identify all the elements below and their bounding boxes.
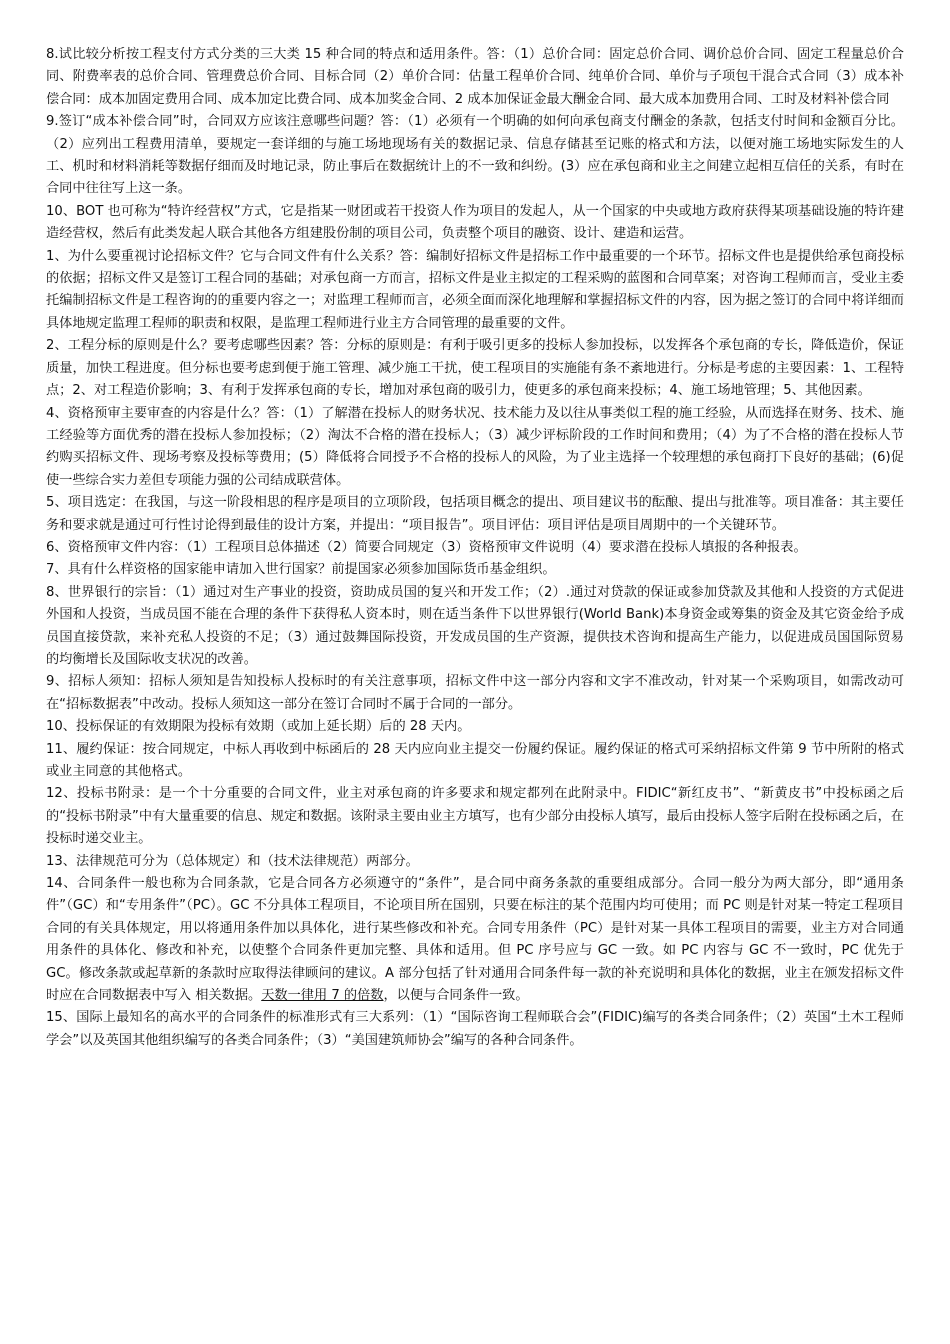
paragraph-6-prequalification-documents: 6、资格预审文件内容：（1）工程项目总体描述（2）简要合同规定（3）资格预审文件说明（4）要求潜在投标人填报的各种报表。 — [46, 539, 807, 555]
paragraph-q10-bot: 10、BOT 也可称为“特许经营权”方式，它是指某一财团或若干投资人作为项目的发起人，从一个国家的中央或地方政府获得某项基础设施的特许建造经营权，然后有此类发起人联合其他各方组建股份制的项目公司，负责整个项目的融资、设计、建造和运营。 — [46, 203, 904, 242]
paragraph-8-world-bank-purpose: 8、世界银行的宗旨：（1）通过对生产事业的投资，资助成员国的复兴和开发工作；（2）.通过对贷款的保证或参加贷款及其他和人投资的方式促进外国和人投资，当成员国不能在合理的条件下获得私人资本时，则在适当条件下以世界银行(World Bank)本身资金或筹集的资金及其它资金给予成员国直接贷款，来补充私人投资的不足；（3）通过鼓舞国际投资，开发成员国的生产资源，提供技术咨询和提高生产能力，以促进成员国国际贸易的均衡增长及国际收支状况的改善。 — [46, 584, 904, 667]
paragraph-5-project-selection: 5、项目选定：在我国，与这一阶段相思的程序是项目的立项阶段，包括项目概念的提出、项目建议书的酝酿、提出与批准等。项目准备：其主要任务和要求就是通过可行性讨论得到最佳的设计方案，并提出：“项目报告”。项目评估：项目评估是项目周期中的一个关键环节。 — [46, 495, 904, 533]
paragraph-q8-contract-types: 8.试比较分析按工程支付方式分类的三大类 15 种合同的特点和适用条件。答：（1）总价合同：固定总价合同、调价总价合同、固定工程量总价合同、附费率表的总价合同、管理费总价合同、目标合同（2）单价合同：估量工程单价合同、纯单价合同、单价与子项包干混合式合同（3）成本补偿合同：成本加固定费用合同、成本加定比费合同、成本加奖金合同、2 成本加保证金最大酬金合同、最大成本加费用合同、工时及材料补偿合同 — [46, 47, 904, 107]
paragraph-14-conditions-of-contract — [46, 873, 904, 1007]
paragraph-15-standard-forms: 15、国际上最知名的高水平的合同条件的标准形式有三大系列：（1）“国际咨询工程师联合会”(FIDIC)编写的各类合同条件；（2）英国“土木工程师学会”以及英国其他组织编写的各类合同条件；（3）“美国建筑师协会”编写的各种合同条件。 — [46, 1010, 904, 1048]
paragraph-2-lot-division: 2、工程分标的原则是什么？要考虑哪些因素？答：分标的原则是：有利于吸引更多的投标人参加投标，以发挥各个承包商的专长，降低造价，保证质量，加快工程进度。但分标也要考虑到便于施工管理、减少施工干扰，使工程项目的实施能有条不紊地进行。分标是考虑的主要因素：1、工程特点；2、对工程造价影响；3、有利于发挥承包商的专长，增加对承包商的吸引力，使更多的承包商来投标；4、施工场地管理；5、其他因素。 — [46, 338, 904, 399]
paragraph-12-appendix-to-tender: 12、投标书附录：是一个十分重要的合同文件，业主对承包商的许多要求和规定都列在此附录中。FIDIC“新红皮书”、“新黄皮书”中投标函之后的“投标书附录”中有大量重要的信息、规定和数据。该附录主要由业主方填写，也有少部分由投标人填写，最后由投标人签字后附在投标函之后，在投标时递交业主。 — [46, 786, 904, 847]
paragraph-10-bid-security: 10、投标保证的有效期限为投标有效期（或加上延长期）后的 28 天内。 — [46, 719, 471, 735]
paragraph-14-underlined-text: 天数一律用 7 的倍数 — [261, 988, 384, 1004]
paragraph-14-text-before: 14、合同条件一般也称为合同条款，它是合同各方必须遵守的“条件”，是合同中商务条款的重要组成部分。合同一般分为两大部分，即“通用条件”（GC）和“专用条件”（PC）。GC 不分具体工程项目，不论项目所在国别，只要在标注的某个范围内均可使用；而 PC 则是针对某一特定工程项目合同的有关具体规定，用以将通用条件加以具体化，进行某些修改和补充。合同专用条件（PC）是针对某一具体工程项目的需要，业主方对合同通用条件的具体化、修改和补充，以使整个合同条件更加完整、具体和适用。但 PC 序号应与 GC 一致。如 PC 内容与 GC 不一致时，PC 优先于 GC。修改条款或起草新的条款时应取得法律顾问的建议。A 部分包括了针对通用合同条件每一款的补充说明和具体化的数据，业主在颁发招标文件时应在合同数据表中写入 相关数据。 — [46, 876, 904, 1004]
paragraph-4-prequalification: 4、资格预审主要审查的内容是什么？答：（1）了解潜在投标人的财务状况、技术能力及以往从事类似工程的施工经验，从而选择在财务、技术、施工经验等方面优秀的潜在投标人参加投标；（2）淘汰不合格的潜在投标人；（3）减少评标阶段的工作时间和费用；（4）为了不合格的潜在投标人节约购买招标文件、现场考察及投标等费用；(5）降低将合同授予不合格的投标人的风险，为了业主选择一个较理想的承包商打下良好的基础；(6)促使一些综合实力差但专项能力强的公司结成联营体。 — [46, 405, 904, 488]
paragraph-11-performance-security: 11、履约保证：按合同规定，中标人再收到中标函后的 28 天内应向业主提交一份履约保证。履约保证的格式可采纳招标文件第 9 节中所附的格式或业主同意的其他格式。 — [46, 741, 904, 779]
paragraph-9-instructions-to-bidders: 9、招标人须知：招标人须知是告知投标人投标时的有关注意事项，招标文件中这一部分内容和文字不准改动，针对某一个采购项目，如需改动可在“招标数据表”中改动。投标人须知这一部分在签订合同时不属于合同的一部分。 — [46, 674, 904, 712]
paragraph-q9-cost-reimbursable: 9.签订“成本补偿合同”时，合同双方应该注意哪些问题？答：（1）必须有一个明确的如何向承包商支付酬金的条款，包括支付时间和金额百分比。（2）应列出工程费用清单，要规定一套详细的与施工场地现场有关的数据记录、信息存储甚至记账的格式和方法，以便对施工场地实际发生的人工、机时和材料消耗等数据仔细而及时地记录，防止事后在数据统计上的不一致和纠纷。(3）应在承包商和业主之间建立起相互信任的关系，有时在合同中往往写上这一条。 — [46, 114, 904, 197]
paragraph-14-text-after: ，以便与合同条件一致。 — [383, 988, 529, 1004]
paragraph-13-legal-norms: 13、法律规范可分为（总体规定）和（技术法律规范）两部分。 — [46, 853, 419, 869]
paragraph-1-tender-documents: 1、为什么要重视讨论招标文件？它与合同文件有什么关系？答：编制好招标文件是招标工作中最重要的一个环节。招标文件也是提供给承包商投标的依据；招标文件又是签订工程合同的基础；对承包商一方而言，招标文件是业主拟定的工程采购的蓝图和合同草案；对咨询工程师而言，受业主委托编制招标文件是工程咨询的的重要内容之一；对监理工程师而言，必须全面而深化地理解和掌握招标文件的内容，因为据之签订的合同中将详细而具体地规定监理工程师的职责和权限，是监理工程师进行业主方合同管理的最重要的文件。 — [46, 248, 904, 331]
paragraph-7-world-bank-membership: 7、具有什么样资格的国家能申请加入世行国家？前提国家必须参加国际货币基金组织。 — [46, 562, 556, 578]
